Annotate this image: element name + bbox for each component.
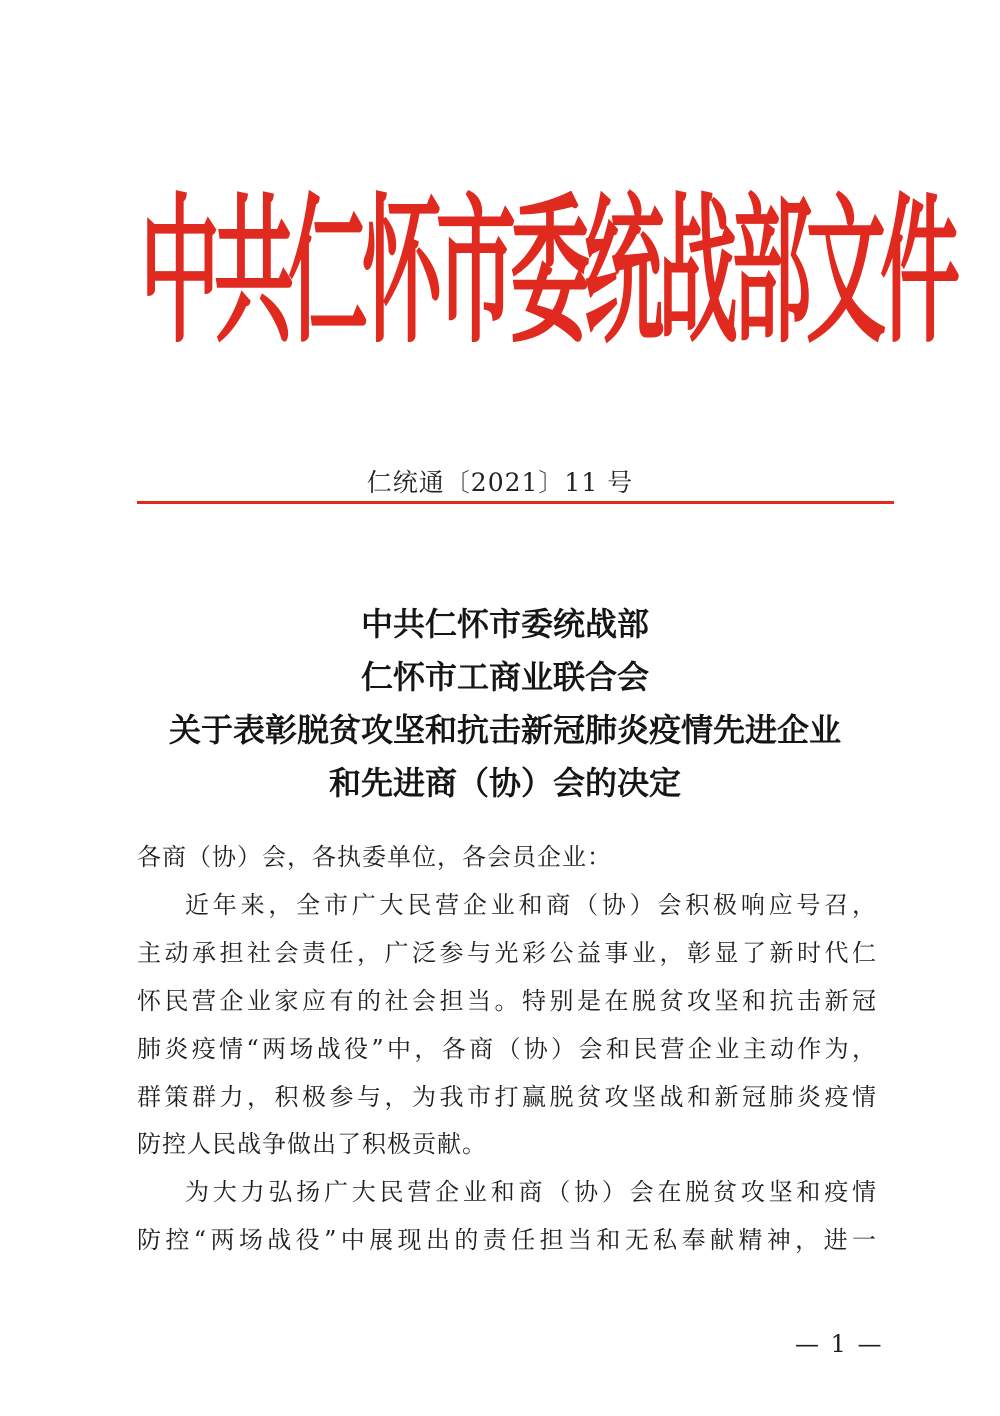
body-line: 主动承担社会责任，广泛参与光彩公益事业，彰显了新时代仁 [137,939,877,967]
body-line: 近年来，全市广大民营企业和商（协）会积极响应号召， [185,891,877,919]
title-line-4: 和先进商（协）会的决定 [328,764,681,802]
page-number: — 1 — [795,1330,884,1358]
title-line-2: 仁怀市工商业联合会 [360,658,649,696]
document-number: 仁统通〔2021〕11 号 [366,468,634,497]
body-line: 群策群力，积极参与，为我市打赢脱贫攻坚战和新冠肺炎疫情 [137,1083,877,1111]
salutation: 各商（协）会，各执委单位，各会员企业： [137,843,612,871]
title-line-1: 中共仁怀市委统战部 [360,605,649,643]
document-title [100,598,910,810]
body-line: 怀民营企业家应有的社会担当。特别是在脱贫攻坚和抗击新冠 [137,987,877,1015]
title-line-3: 关于表彰脱贫攻坚和抗击新冠肺炎疫情先进企业 [168,711,841,749]
body-line: 肺炎疫情“两场战役”中，各商（协）会和民营企业主动作为， [137,1035,877,1063]
body-line: 为大力弘扬广大民营企业和商（协）会在脱贫攻坚和疫情 [185,1178,877,1206]
body-line: 防控人民战争做出了积极贡献。 [137,1130,487,1158]
document-header-title: 中共仁怀市委统战部文件 [140,179,954,365]
red-separator-rule [137,501,894,504]
body-line: 防控“两场战役”中展现出的责任担当和无私奉献精神，进一 [137,1226,877,1254]
